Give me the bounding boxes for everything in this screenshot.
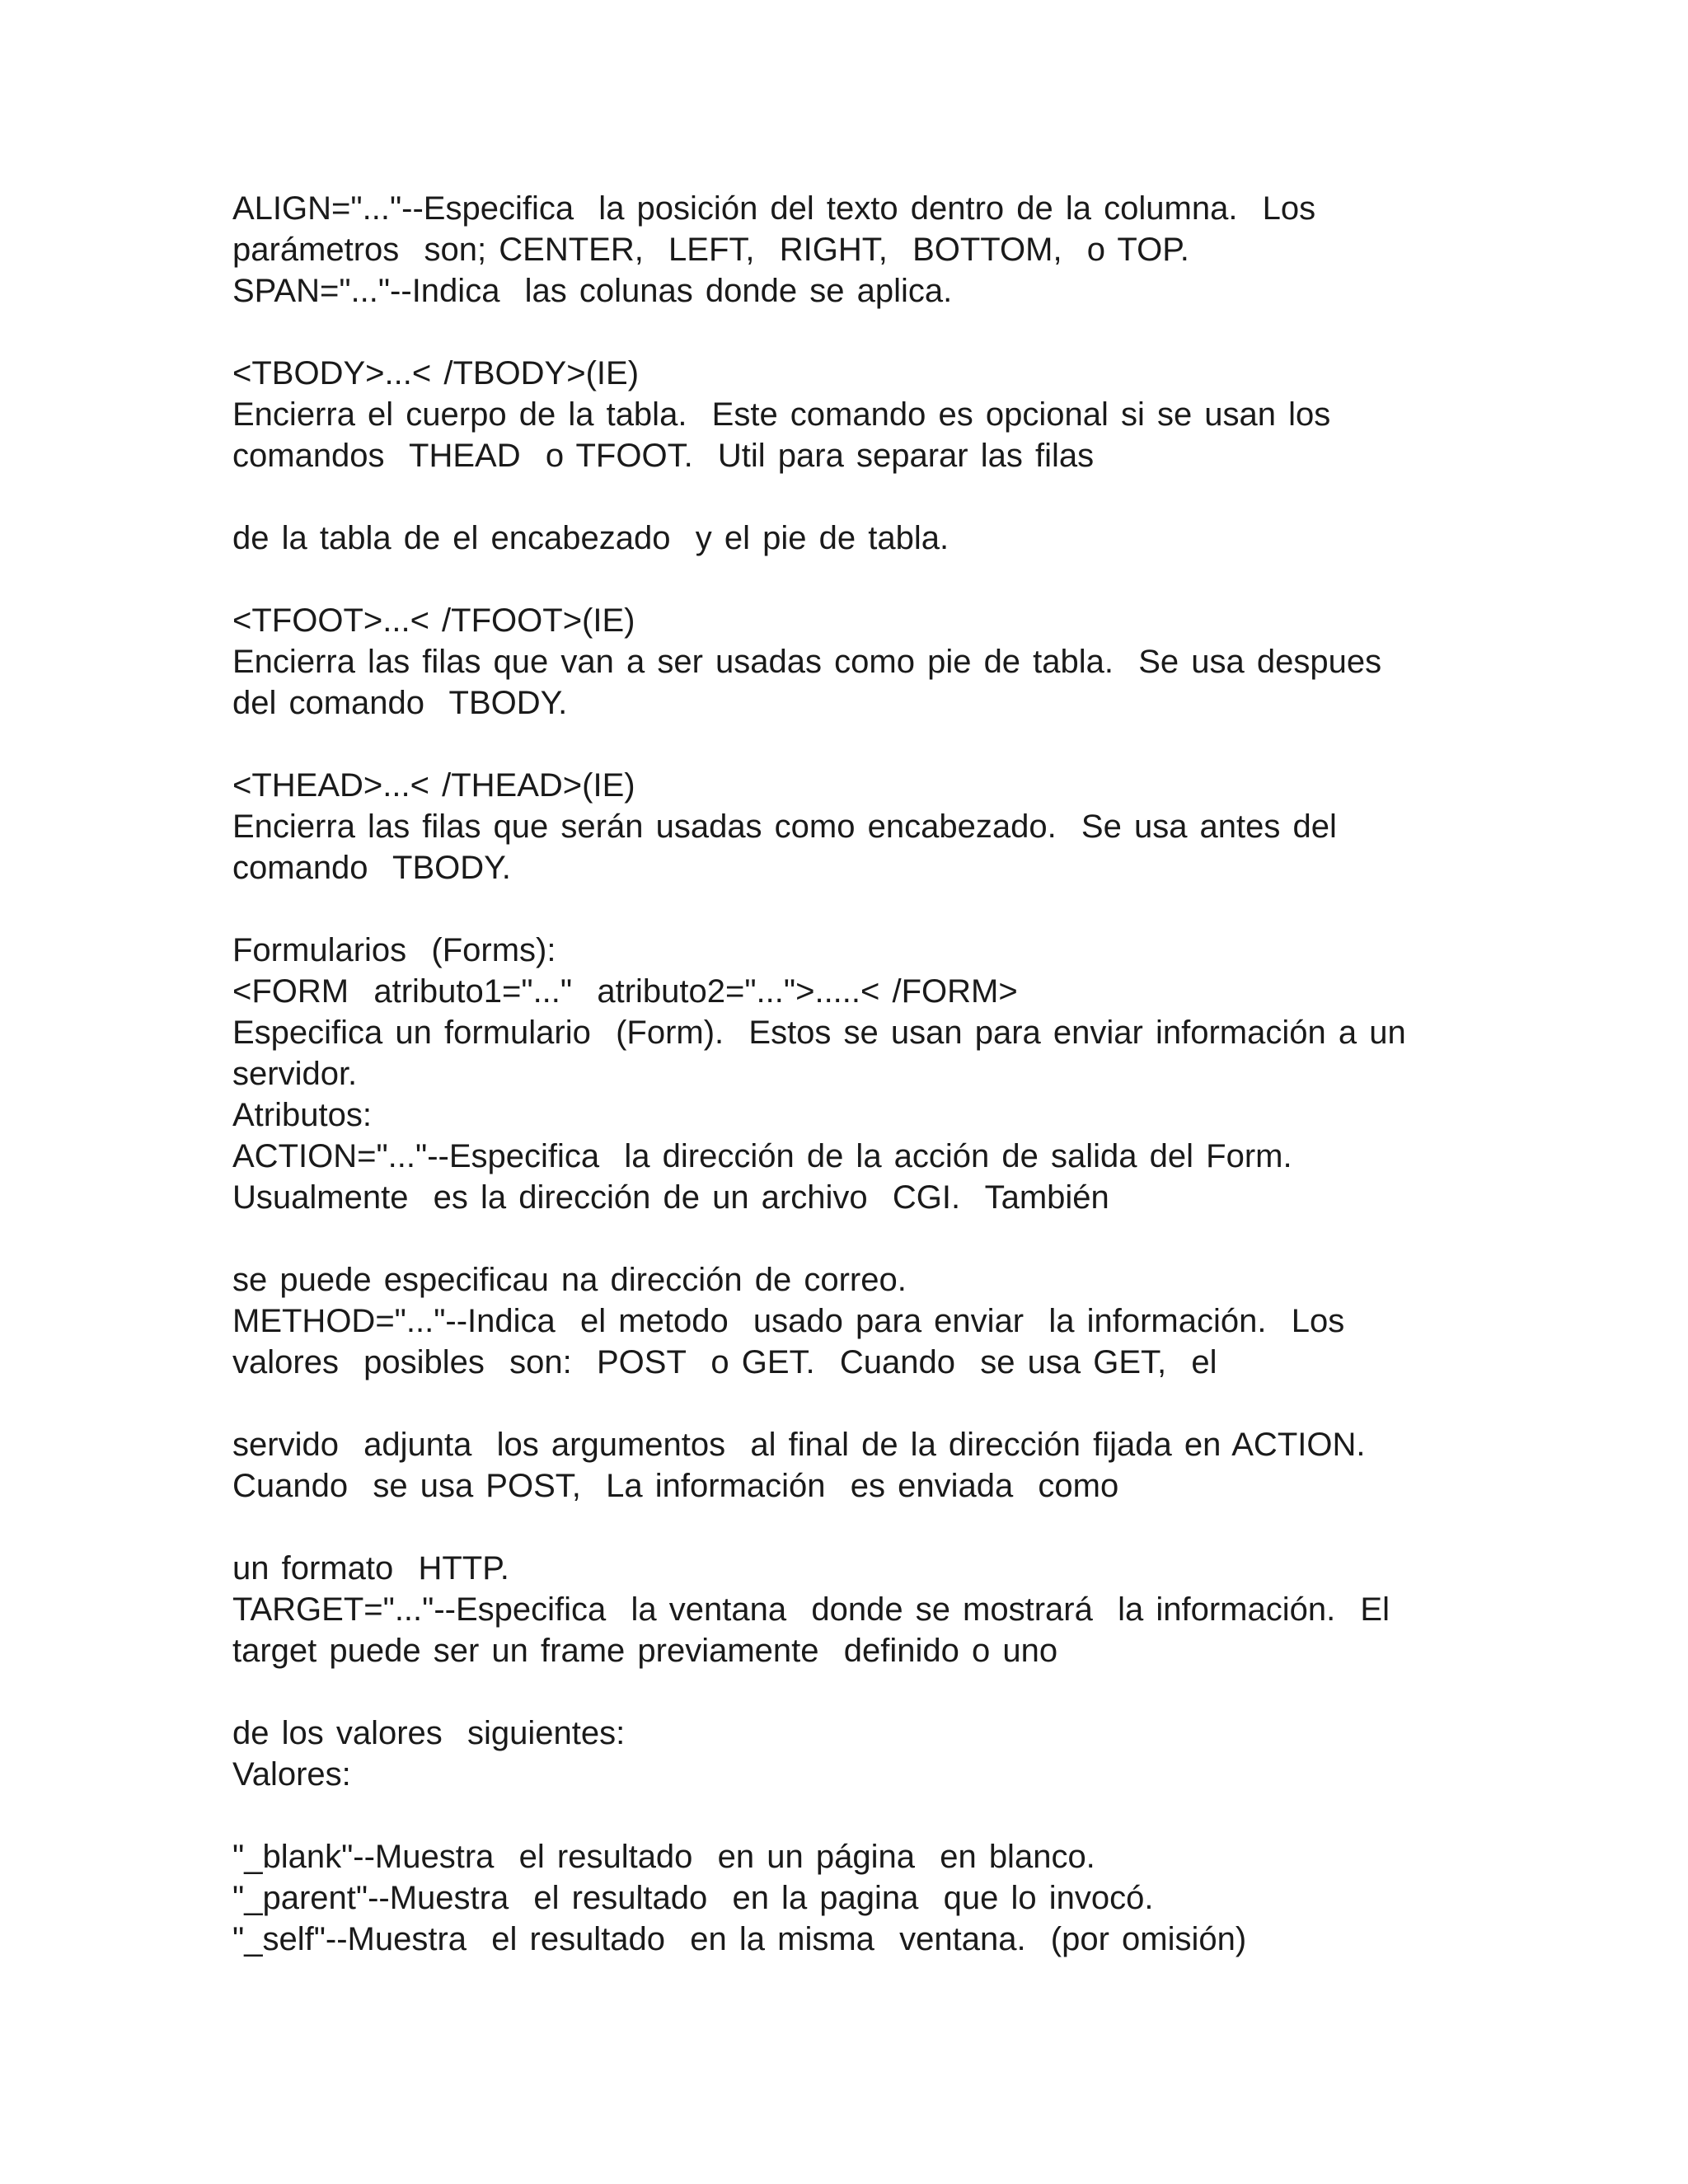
text-line: "_self"--Muestra el resultado en la misma ventana. (por omisión) [232,1921,1247,1957]
text-line: Encierra las filas que serán usadas como encabezado. Se usa antes del [232,808,1337,845]
text-line: Cuando se usa POST, La información es enviada como [232,1468,1119,1504]
text-line: servido adjunta los argumentos al final de la dirección fijada en ACTION. [232,1427,1366,1463]
text-line: Usualmente es la dirección de un archivo CGI. También [232,1179,1109,1216]
text-line: Especifica un formulario (Form). Estos se usan para enviar información a un [232,1015,1406,1051]
text-line: valores posibles son: POST o GET. Cuando se usa GET, el [232,1344,1217,1380]
text-line: un formato HTTP. [232,1550,509,1586]
text-line: de los valores siguientes: [232,1715,626,1751]
blank-line [232,888,1634,930]
text-line: "_parent"--Muestra el resultado en la pagina que lo invocó. [232,1880,1154,1916]
text-line: <TBODY>...< /TBODY>(IE) [232,355,640,391]
text-line: ALIGN="..."--Especifica la posición del texto dentro de la columna. Los [232,190,1316,227]
text-line: Encierra las filas que van a ser usadas como pie de tabla. Se usa despues [232,644,1382,680]
text-line: de la tabla de el encabezado y el pie de tabla. [232,520,950,556]
text-line: Encierra el cuerpo de la tabla. Este comando es opcional si se usan los [232,396,1331,433]
text-line: <THEAD>...< /THEAD>(IE) [232,767,635,804]
blank-line [232,1671,1634,1713]
text-line: TARGET="..."--Especifica la ventana donde se mostrará la información. El [232,1591,1390,1628]
text-line: se puede especificau na dirección de correo. [232,1262,907,1298]
text-line: Formularios (Forms): [232,932,556,968]
text-line: SPAN="..."--Indica las colunas donde se aplica. [232,273,953,309]
text-line: <TFOOT>...< /TFOOT>(IE) [232,602,635,639]
blank-line [232,1507,1634,1548]
document-body [232,188,1634,1960]
text-line: ACTION="..."--Especifica la dirección de la acción de salida del Form. [232,1138,1292,1174]
text-line: <FORM atributo1="..." atributo2="...">.....< /FORM> [232,973,1018,1010]
blank-line [232,724,1634,765]
text-line: comando TBODY. [232,850,511,886]
blank-line [232,312,1634,353]
text-line: "_blank"--Muestra el resultado en un página en blanco. [232,1839,1095,1875]
text-line: target puede ser un frame previamente definido o uno [232,1633,1058,1669]
text-line: METHOD="..."--Indica el metodo usado para enviar la información. Los [232,1303,1345,1339]
text-line: Valores: [232,1756,351,1793]
blank-line [232,1383,1634,1424]
blank-line [232,1795,1634,1836]
blank-line [232,559,1634,600]
text-line: comandos THEAD o TFOOT. Util para separar las filas [232,438,1095,474]
text-line: del comando TBODY. [232,685,568,721]
text-line: parámetros son; CENTER, LEFT, RIGHT, BOTTOM, o TOP. [232,232,1189,268]
blank-line [232,1218,1634,1259]
text-line: servidor. [232,1056,358,1092]
text-line: Atributos: [232,1097,372,1133]
blank-line [232,476,1634,518]
